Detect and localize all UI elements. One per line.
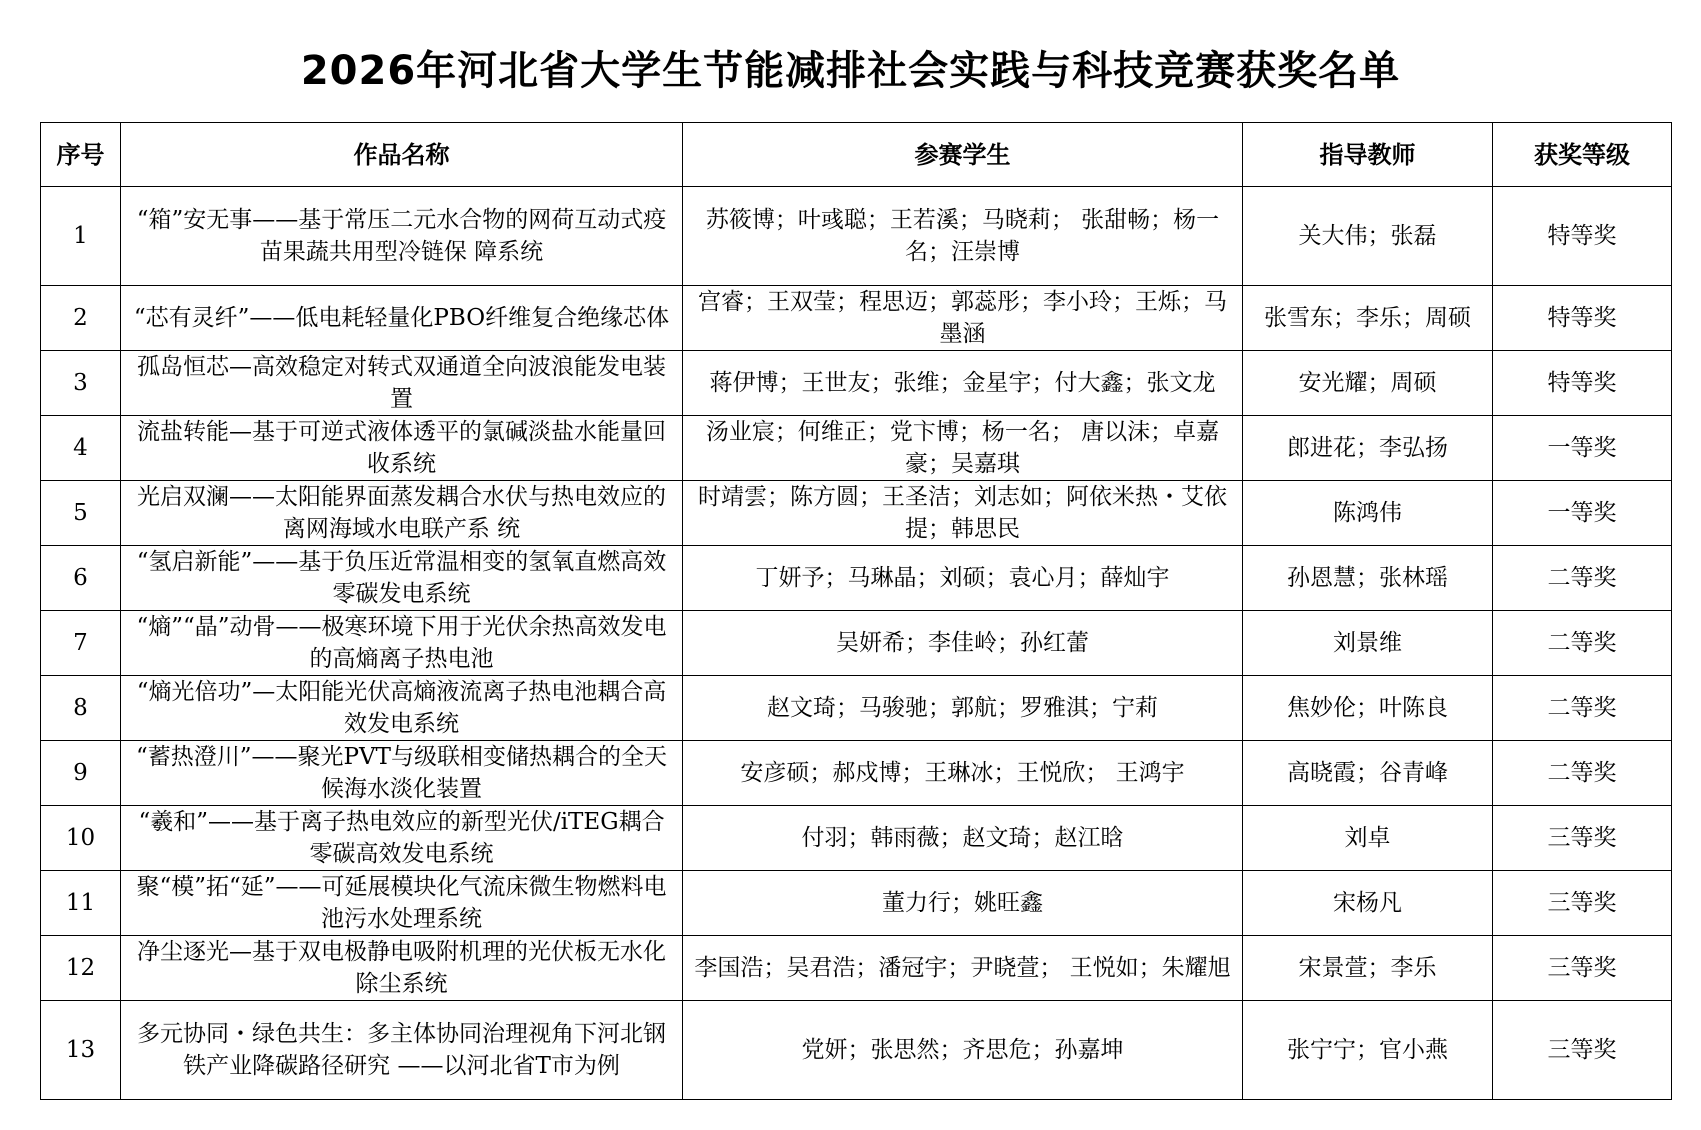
cell-students: 蒋伊博；王世友；张维；金星宇；付大鑫；张文龙: [683, 351, 1243, 416]
cell-work: 净尘逐光—基于双电极静电吸附机理的光伏板无水化除尘系统: [121, 936, 683, 1001]
cell-teachers: 焦妙伦；叶陈良: [1243, 676, 1493, 741]
cell-level: 特等奖: [1493, 187, 1672, 286]
cell-teachers: 陈鸿伟: [1243, 481, 1493, 546]
cell-work: “羲和”——基于离子热电效应的新型光伏/iTEG耦合零碳高效发电系统: [121, 806, 683, 871]
column-header-no: 序号: [41, 123, 121, 187]
table-row: [41, 481, 1672, 546]
cell-teachers: 宋景萱；李乐: [1243, 936, 1493, 1001]
cell-students: 董力行；姚旺鑫: [683, 871, 1243, 936]
cell-level: 二等奖: [1493, 546, 1672, 611]
table-row: [41, 676, 1672, 741]
table-row: [41, 416, 1672, 481]
cell-level: 特等奖: [1493, 286, 1672, 351]
table-header-row: [41, 123, 1672, 187]
cell-no: 9: [41, 741, 121, 806]
cell-students: 付羽；韩雨薇；赵文琦；赵江晗: [683, 806, 1243, 871]
cell-work: 多元协同・绿色共生：多主体协同治理视角下河北钢铁产业降碳路径研究 ——以河北省T市为例: [121, 1001, 683, 1100]
cell-students: 苏筱博；叶彧聪；王若溪；马晓莉； 张甜畅；杨一名；汪崇博: [683, 187, 1243, 286]
table-row: [41, 351, 1672, 416]
column-header-work: 作品名称: [121, 123, 683, 187]
cell-level: 二等奖: [1493, 741, 1672, 806]
cell-no: 8: [41, 676, 121, 741]
cell-no: 13: [41, 1001, 121, 1100]
cell-teachers: 张雪东；李乐；周硕: [1243, 286, 1493, 351]
cell-teachers: 刘景维: [1243, 611, 1493, 676]
cell-no: 6: [41, 546, 121, 611]
cell-level: 一等奖: [1493, 416, 1672, 481]
cell-no: 2: [41, 286, 121, 351]
cell-students: 宫睿；王双莹；程思迈；郭蕊彤；李小玲；王烁；马墨涵: [683, 286, 1243, 351]
cell-teachers: 关大伟；张磊: [1243, 187, 1493, 286]
cell-no: 12: [41, 936, 121, 1001]
cell-students: 丁妍予；马琳晶；刘硕；袁心月；薛灿宇: [683, 546, 1243, 611]
cell-level: 三等奖: [1493, 1001, 1672, 1100]
column-header-level: 获奖等级: [1493, 123, 1672, 187]
cell-no: 4: [41, 416, 121, 481]
table-row: [41, 806, 1672, 871]
cell-no: 7: [41, 611, 121, 676]
cell-teachers: 安光耀；周硕: [1243, 351, 1493, 416]
cell-work: “芯有灵纤”——低电耗轻量化PBO纤维复合绝缘芯体: [121, 286, 683, 351]
cell-students: 时靖雲；陈方圆；王圣洁；刘志如；阿依米热・艾依提；韩思民: [683, 481, 1243, 546]
cell-work: “熵光倍功”—太阳能光伏高熵液流离子热电池耦合高效发电系统: [121, 676, 683, 741]
table-row: [41, 871, 1672, 936]
cell-work: “氢启新能”——基于负压近常温相变的氢氧直燃高效零碳发电系统: [121, 546, 683, 611]
cell-teachers: 张宁宁；官小燕: [1243, 1001, 1493, 1100]
cell-students: 党妍；张思然；齐思危；孙嘉坤: [683, 1001, 1243, 1100]
cell-teachers: 高晓霞；谷青峰: [1243, 741, 1493, 806]
table-row: [41, 187, 1672, 286]
cell-no: 3: [41, 351, 121, 416]
cell-level: 二等奖: [1493, 676, 1672, 741]
cell-work: 光启双澜——太阳能界面蒸发耦合水伏与热电效应的离网海域水电联产系 统: [121, 481, 683, 546]
cell-work: 孤岛恒芯—高效稳定对转式双通道全向波浪能发电装置: [121, 351, 683, 416]
cell-teachers: 刘卓: [1243, 806, 1493, 871]
cell-level: 三等奖: [1493, 806, 1672, 871]
cell-work: 聚“模”拓“延”——可延展模块化气流床微生物燃料电池污水处理系统: [121, 871, 683, 936]
table-row: [41, 936, 1672, 1001]
cell-work: 流盐转能—基于可逆式液体透平的氯碱淡盐水能量回收系统: [121, 416, 683, 481]
page-title: 2026年河北省大学生节能减排社会实践与科技竞赛获奖名单: [300, 48, 1401, 94]
cell-level: 一等奖: [1493, 481, 1672, 546]
cell-students: 汤业宸；何维正；党卞博；杨一名； 唐以沫；卓嘉豪；吴嘉琪: [683, 416, 1243, 481]
cell-level: 三等奖: [1493, 871, 1672, 936]
cell-teachers: 郎进花；李弘扬: [1243, 416, 1493, 481]
table-row: [41, 741, 1672, 806]
cell-teachers: 宋杨凡: [1243, 871, 1493, 936]
cell-work: “熵”“晶”动骨——极寒环境下用于光伏余热高效发电的高熵离子热电池: [121, 611, 683, 676]
table-row: [41, 286, 1672, 351]
column-header-students: 参赛学生: [683, 123, 1243, 187]
cell-work: “箱”安无事——基于常压二元水合物的网荷互动式疫苗果蔬共用型冷链保 障系统: [121, 187, 683, 286]
cell-work: “蓄热澄川”——聚光PVT与级联相变储热耦合的全天候海水淡化装置: [121, 741, 683, 806]
table-row: [41, 546, 1672, 611]
cell-students: 吴妍希；李佳岭；孙红蕾: [683, 611, 1243, 676]
cell-students: 李国浩；吴君浩；潘冠宇；尹晓萱； 王悦如；朱耀旭: [683, 936, 1243, 1001]
cell-students: 安彦硕；郝戍博；王琳冰；王悦欣； 王鸿宇: [683, 741, 1243, 806]
cell-no: 10: [41, 806, 121, 871]
award-table: [40, 122, 1672, 1100]
cell-teachers: 孙恩慧；张林瑶: [1243, 546, 1493, 611]
cell-level: 二等奖: [1493, 611, 1672, 676]
cell-level: 三等奖: [1493, 936, 1672, 1001]
cell-no: 11: [41, 871, 121, 936]
column-header-teachers: 指导教师: [1243, 123, 1493, 187]
cell-no: 5: [41, 481, 121, 546]
cell-no: 1: [41, 187, 121, 286]
cell-students: 赵文琦；马骏驰；郭航；罗雅淇；宁莉: [683, 676, 1243, 741]
cell-level: 特等奖: [1493, 351, 1672, 416]
table-row: [41, 611, 1672, 676]
table-row: [41, 1001, 1672, 1100]
